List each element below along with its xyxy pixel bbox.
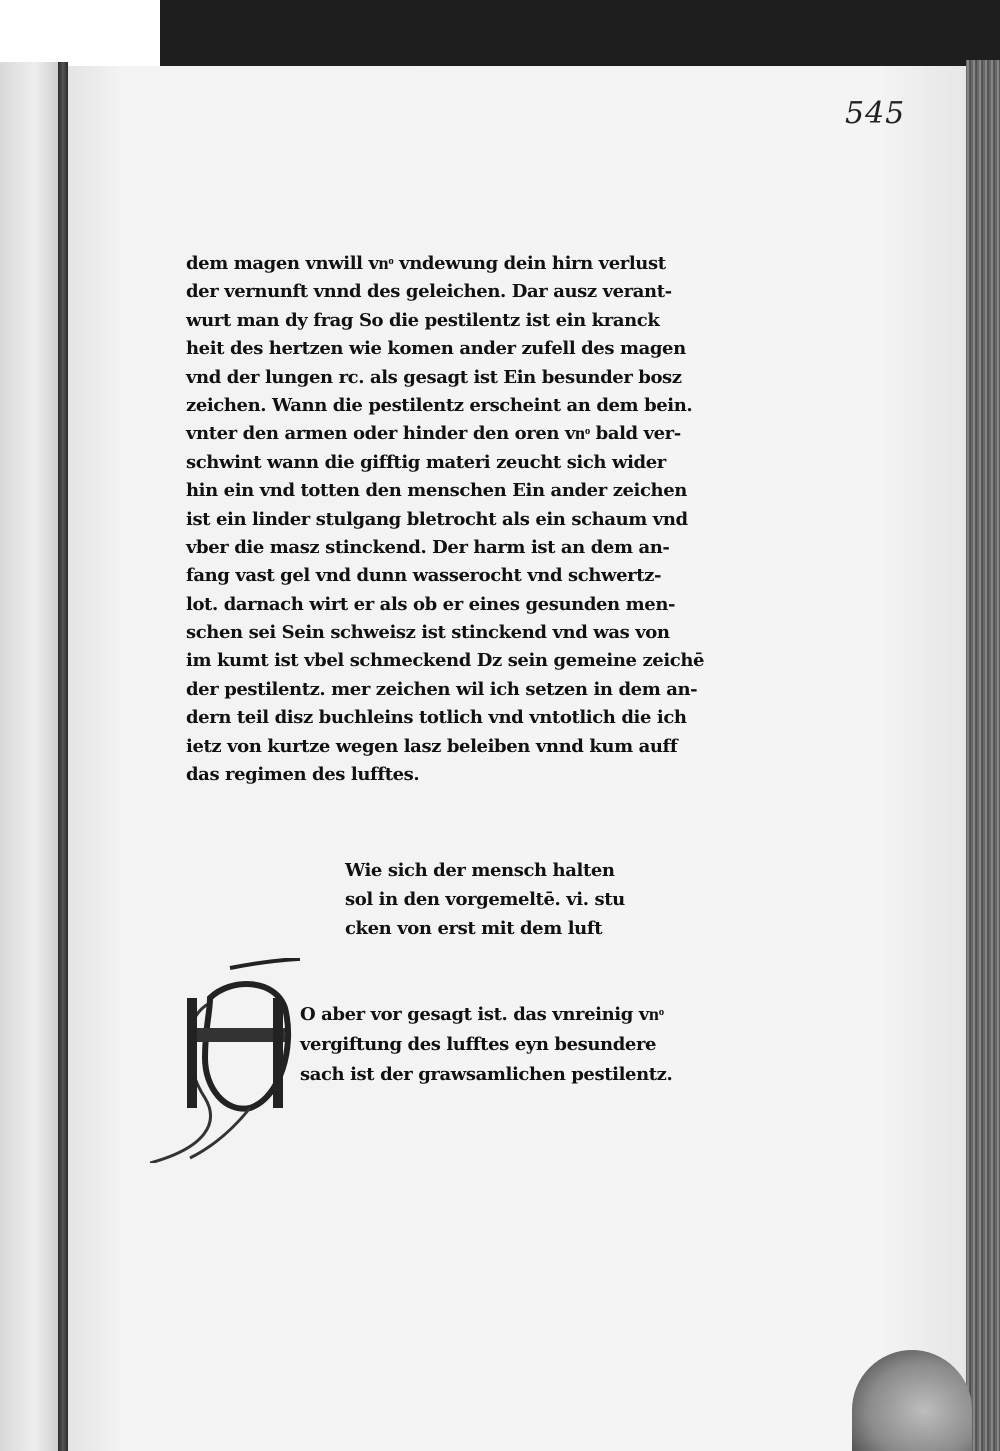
text-line: zeichen. Wann die pestilentz erscheint an dem bein. — [186, 394, 693, 416]
text-line: schen sei Sein schweisz ist stinckend vnd was von — [186, 622, 670, 644]
text-line: ist ein linder stulgang bletrocht als ein schaum vnd — [186, 508, 688, 530]
page-stack-edge — [966, 60, 1000, 1451]
text-line: dem magen vnwill vnͦ vndewung dein hirn verlust — [186, 253, 666, 274]
text-line: der pestilentz. mer zeichen wil ich setzen in dem an- — [186, 678, 698, 700]
text-line: im kumt ist vbel schmeckend Dz sein gemeine zeichē — [186, 650, 705, 672]
text-line: hin ein vnd totten den menschen Ein ander zeichen — [186, 480, 687, 502]
text-line: vergiftung des lufftes eyn besundere — [300, 1034, 657, 1055]
text-line: heit des hertzen wie komen ander zufell des magen — [186, 338, 686, 360]
heading-line: sol in den vorgemeltē. vi. stu — [345, 889, 625, 910]
text-line: wurt man dy frag So die pestilentz ist ein kranck — [186, 309, 660, 331]
scan-background — [0, 0, 160, 70]
text-line: ietz von kurtze wegen lasz beleiben vnnd kum auff — [186, 735, 678, 757]
text-line: der vernunft vnnd des geleichen. Dar ausz verant- — [186, 281, 672, 303]
heading-line: cken von erst mit dem luft — [345, 918, 603, 939]
text-line: vber die masz stinckend. Der harm ist an dem an- — [186, 536, 670, 558]
section-heading — [345, 856, 655, 943]
book-gutter — [58, 62, 68, 1451]
text-line: lot. darnach wirt er als ob er eines gesunden men- — [186, 593, 676, 615]
text-line: sach ist der grawsamlichen pestilentz. — [300, 1064, 673, 1085]
text-line: schwint wann die gifftig materi zeucht sich wider — [186, 451, 666, 473]
text-line: fang vast gel vnd dunn wasserocht vnd schwertz- — [186, 565, 662, 587]
heading-line: Wie sich der mensch halten — [345, 860, 615, 881]
text-line: vnter den armen oder hinder den oren vnͦ bald ver- — [186, 423, 681, 445]
decorated-initial-icon — [150, 958, 300, 1163]
body-text — [186, 250, 740, 789]
scan-background-dark — [160, 0, 1000, 70]
text-line: vnd der lungen rc. als gesagt ist Ein besunder bosz — [186, 366, 682, 388]
folio-number: 545 — [845, 96, 906, 131]
text-line: das regimen des lufftes. — [186, 764, 420, 786]
paragraph-text — [300, 1000, 740, 1090]
text-line: dern teil disz buchleins totlich vnd vntotlich die ich — [186, 707, 687, 729]
left-page-edge — [0, 62, 60, 1451]
text-line: O aber vor gesagt ist. das vnreinig vnͦ — [300, 1004, 664, 1025]
